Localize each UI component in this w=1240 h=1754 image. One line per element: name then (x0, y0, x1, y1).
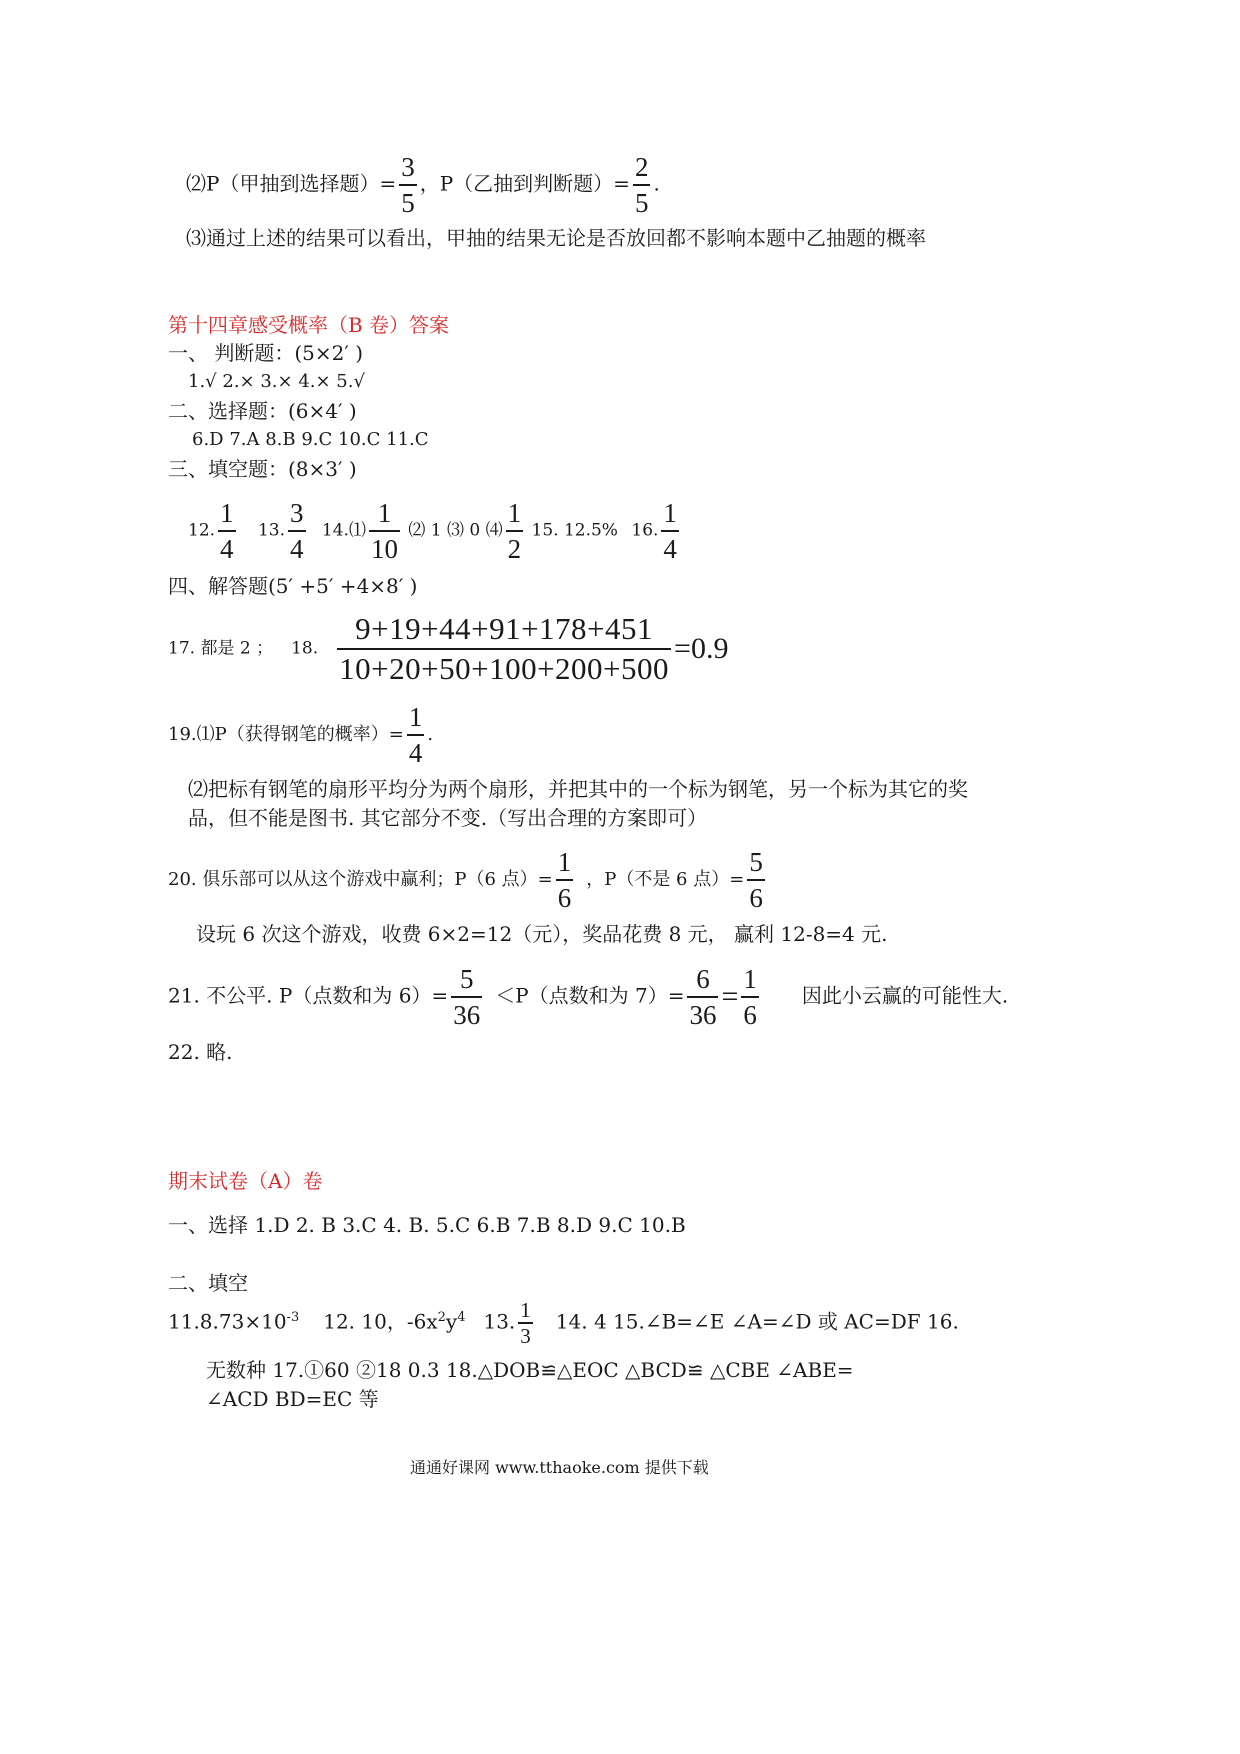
fraction-1-4-b: $\frac{1}{4}$ (663, 498, 677, 564)
fraction-3-4: $\frac{3}{4}$ (290, 498, 304, 564)
q22-line: 22. 略. (168, 1040, 233, 1064)
final-choice-line: 一、选择 1.D 2. B 3.C 4. B. 5.C 6.B 7.B 8.D 9.C 10.B (168, 1213, 686, 1237)
fraction-1-10: $\frac{1}{10}$ (370, 498, 398, 564)
fraction-q20-2: $\frac{5}{6}$ (749, 847, 763, 913)
q19-line: 19.⑴P（获得钢笔的概率）= $\frac{1}{4}$ . (168, 702, 434, 768)
fraction-1-3: $\frac{1}{3}$ (520, 1298, 531, 1348)
s2-heading: 二、选择题：(6×4′ ) (168, 399, 357, 423)
page-footer: 通通好课网 www.tthaoke.com 提供下载 (410, 1458, 709, 1477)
final-fill-line3: ∠ACD BD=EC 等 (206, 1387, 379, 1411)
top-line-1-prefix: ⑵P（甲抽到选择题）= (186, 171, 397, 196)
top-line-1: ⑵P（甲抽到选择题）= $\frac{3}{5}$ ，P（乙抽到判断题）= $\frac{2}{5}$ . (186, 152, 660, 218)
fraction-q18: $\frac{9+19+44+91+178+451}{10+20+50+100+200+500}$ (339, 611, 670, 686)
fraction-q19: $\frac{1}{4}$ (408, 702, 423, 768)
fraction-1-2: $\frac{1}{2}$ (507, 498, 522, 564)
section-title-final: 期末试卷（A）卷 (168, 1169, 323, 1193)
q17-q18-line: 17. 都是 2 ； 18. $\frac{9+19+44+91+178+451}{10+20+50+100+200+500}$ =0.9 (168, 611, 729, 686)
fraction-q21-1: $\frac{5}{36}$ (453, 964, 481, 1030)
s1-answers: 1.√ 2.× 3.× 4.× 5.√ (188, 371, 365, 392)
q21-line: 21. 不公平. P（点数和为 6）= $\frac{5}{36}$ ＜P（点数和为 7）= $\frac{6}{36}$ = $\frac{1}{6}$ 因此小云赢的可能性大. (168, 964, 1009, 1030)
top-line-2: ⑶通过上述的结果可以看出，甲抽的结果无论是否放回都不影响本题中乙抽题的概率 (186, 226, 926, 250)
q19-part2-line1: ⑵把标有钢笔的扇形平均分为两个扇形，并把其中的一个标为钢笔，另一个标为其它的奖 (188, 777, 968, 801)
q20-line: 20. 俱乐部可以从这个游戏中赢利；P（6 点）= $\frac{1}{6}$ ，P（不是 6 点）= $\frac{5}{6}$ (168, 847, 763, 913)
fraction-q21-2: $\frac{6}{36}$ (689, 964, 717, 1030)
s4-heading: 四、解答题(5′ +5′ +4×8′ ) (168, 574, 418, 598)
q20-line2: 设玩 6 次这个游戏，收费 6×2=12（元），奖品花费 8 元， 赢利 12-8=4 元. (196, 922, 888, 946)
q19-part2-line2: 品，但不能是图书. 其它部分不变.（写出合理的方案即可） (188, 806, 708, 830)
final-fill-line2: 无数种 17.①60 ②18 0.3 18.△DOB≌△EOC △BCD≌ △CBE ∠ABE= (206, 1358, 854, 1382)
final-fill-heading: 二、填空 (168, 1271, 248, 1295)
s3-answers: 12. $\frac{1}{4}$ 13. $\frac{3}{4}$ 14.⑴ $\frac{1}{10}$ ⑵ 1 ⑶ 0 ⑷ $\frac{1}{2}$ 15. 12.5% 16. $\frac{1}{4}$ (188, 498, 677, 564)
top-line-1-middle: ，P（乙抽到判断题）= (419, 171, 630, 196)
s1-heading: 一、 判断题：(5×2′ ) (168, 341, 364, 365)
fraction-q20-1: $\frac{1}{6}$ (557, 847, 572, 913)
section-title-b: 第十四章感受概率（B 卷）答案 (168, 313, 450, 337)
fraction-3-5: $\frac{3}{5}$ (401, 152, 415, 218)
fraction-q21-3: $\frac{1}{6}$ (743, 964, 757, 1030)
fraction-2-5: $\frac{2}{5}$ (634, 152, 649, 218)
fraction-1-4: $\frac{1}{4}$ (220, 498, 234, 564)
s3-heading: 三、填空题：(8×3′ ) (168, 457, 357, 481)
final-fill-line1: $11.8.73\times 10^{-3}$ 12. 10，$-6x^2y^4$ 13. $\frac{1}{3}$ 14. 4 15.∠B=∠E ∠A=∠D 或 AC=DF 16. (168, 1298, 959, 1348)
s2-answers: 6.D 7.A 8.B 9.C 10.C 11.C (192, 429, 429, 450)
